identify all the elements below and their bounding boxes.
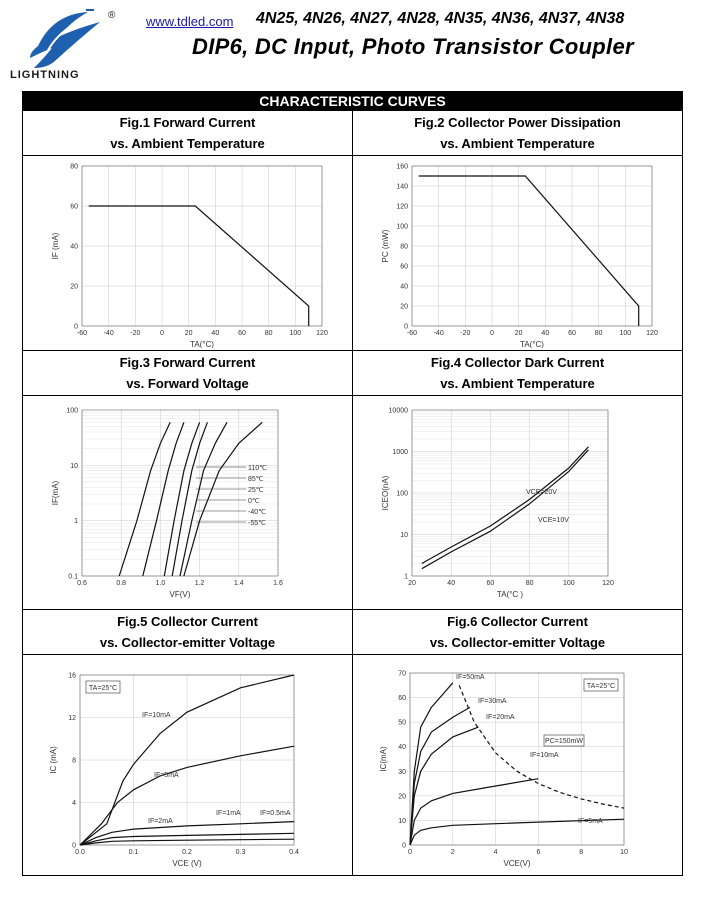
fig3-caption <box>23 351 352 395</box>
fig4-ytick-label: 10 <box>399 532 408 539</box>
fig5-ylabel: IC (mA) <box>48 746 58 774</box>
fig1-xtick-label: 40 <box>210 330 219 337</box>
fig1-xtick-label: -40 <box>103 330 114 337</box>
fig2-xtick-label: -20 <box>459 330 470 337</box>
fig6-ytick-label: 10 <box>397 817 406 825</box>
fig5-series-label-0: IF=10mA <box>141 712 171 719</box>
fig3-xtick-label: 1.6 <box>272 580 283 587</box>
fig4-xtick-label: 100 <box>562 580 575 587</box>
fig5-subtitle: vs. Collector-emitter Voltage <box>99 635 276 650</box>
fig5-title: Fig.5 Collector Current <box>117 614 258 629</box>
fig1-xtick-label: 20 <box>184 330 193 337</box>
fig4-xlabel: TA(°C ) <box>496 590 523 599</box>
fig5-xtick-label: 0.4 <box>288 849 299 856</box>
fig4-ytick-label: 1000 <box>391 449 408 456</box>
fig6-series-label-4: IF=5mA <box>577 818 603 825</box>
fig1-xtick-label: 80 <box>264 330 273 337</box>
fig3-ytick-label: 10 <box>69 462 78 470</box>
fig4-series-label-1: VCE=10V <box>537 517 569 524</box>
fig6-chart <box>368 655 668 873</box>
fig4-xtick-label: 120 <box>601 580 614 587</box>
fig5-xtick-label: 0.2 <box>181 849 192 856</box>
fig1-subtitle: vs. Ambient Temperature <box>110 136 265 151</box>
fig6-ytick-label: 30 <box>397 768 406 776</box>
fig5-series-label-1: IF=5mA <box>153 772 179 779</box>
fig1-ytick-label: 0 <box>73 323 78 331</box>
fig2-xtick-label: -40 <box>433 330 444 337</box>
fig3-xtick-label: 1.2 <box>194 580 204 587</box>
section-title: CHARACTERISTIC CURVES <box>23 92 682 110</box>
fig6-ytick-label: 20 <box>397 793 406 801</box>
fig1-title: Fig.1 Forward Current <box>119 115 256 130</box>
fig2-ytick-label: 80 <box>399 243 408 251</box>
fig6-series-label-1: IF=30mA <box>477 698 507 705</box>
fig3-xlabel: VF(V) <box>169 590 190 599</box>
logo-text: LIGHTNING <box>10 69 80 81</box>
fig5-series-label-2: IF=2mA <box>147 818 173 825</box>
fig2-ytick-label: 140 <box>395 183 408 191</box>
fig6-ytick-label: 40 <box>397 744 406 752</box>
fig6-subtitle: vs. Collector-emitter Voltage <box>429 635 606 650</box>
fig5-xtick-label: 0.0 <box>74 849 85 856</box>
fig1-caption <box>23 111 352 155</box>
fig2-xlabel: TA(°C) <box>519 340 544 348</box>
fig5-caption <box>23 610 352 654</box>
fig4-ytick-label: 10000 <box>388 407 408 415</box>
fig5-ytick-label: 4 <box>71 800 76 807</box>
fig3-series-label-5: -55℃ <box>247 520 266 527</box>
fig6-ytick-label: 0 <box>401 842 406 850</box>
fig5-ytick-label: 12 <box>67 715 76 722</box>
fig3-series-label-0: 110℃ <box>247 465 267 472</box>
fig2-ytick-label: 100 <box>395 223 408 231</box>
fig4-ylabel: ICEO(nA) <box>380 475 390 511</box>
fig6-ytick-label: 70 <box>397 670 406 678</box>
fig2-caption <box>352 111 682 155</box>
fig6-series-label-0: IF=50mA <box>455 674 485 681</box>
fig2-xtick-label: 0 <box>489 330 494 337</box>
fig5-ytick-label: 8 <box>71 757 76 765</box>
website-link[interactable]: www.tdled.com <box>146 14 234 29</box>
fig6-xtick-label: 0 <box>407 849 412 856</box>
fig3-series-label-4: -40℃ <box>247 509 266 516</box>
fig3-ytick-label: 100 <box>65 407 78 415</box>
fig3-series-label-2: 25℃ <box>247 487 264 494</box>
fig4-xtick-label: 40 <box>446 580 455 587</box>
fig5-ytick-label: 16 <box>67 672 76 680</box>
fig1-ytick-label: 40 <box>69 243 78 251</box>
fig1-xtick-label: 100 <box>288 330 301 337</box>
fig1-ylabel: IF (mA) <box>50 232 60 260</box>
fig2-xtick-label: -60 <box>406 330 417 337</box>
fig4-chart <box>368 396 668 607</box>
fig1-xlabel: TA(°C) <box>189 340 214 348</box>
fig6-power-label: PC=150mW <box>544 738 583 745</box>
fig2-xtick-label: 60 <box>567 330 576 337</box>
fig6-xtick-label: 2 <box>450 849 455 856</box>
fig3-subtitle: vs. Forward Voltage <box>126 376 249 391</box>
fig3-xtick-label: 1.4 <box>233 580 244 587</box>
fig3-xtick-label: 1.0 <box>155 580 165 587</box>
fig6-title: Fig.6 Collector Current <box>447 614 588 629</box>
fig6-xtick-label: 8 <box>578 849 583 856</box>
fig1-xtick-label: -60 <box>76 330 87 337</box>
fig2-ytick-label: 160 <box>395 163 408 171</box>
fig2-ylabel: PC (mW) <box>380 229 390 263</box>
fig2-xtick-label: 40 <box>540 330 549 337</box>
fig3-title: Fig.3 Forward Current <box>119 355 256 370</box>
document-subtitle: DIP6, DC Input, Photo Transistor Coupler <box>192 34 634 59</box>
fig6-ylabel: IC(mA) <box>378 746 388 772</box>
fig2-ytick-label: 120 <box>395 203 408 211</box>
characteristic-curves-table <box>22 91 683 876</box>
fig1-xtick-label: 0 <box>159 330 164 337</box>
registered-mark: ® <box>108 10 116 21</box>
fig6-xtick-label: 6 <box>535 849 540 856</box>
fig2-xtick-label: 120 <box>645 330 658 337</box>
fig4-title: Fig.4 Collector Dark Current <box>430 355 605 370</box>
fig1-xtick-label: 60 <box>237 330 246 337</box>
fig1-ytick-label: 60 <box>69 203 78 211</box>
fig4-xtick-label: 60 <box>486 580 494 587</box>
fig6-caption <box>352 610 682 654</box>
fig5-annotation: TA=25°C <box>88 685 117 692</box>
fig3-chart <box>38 396 338 607</box>
fig3-ytick-label: 0.1 <box>67 573 78 581</box>
fig6-ytick-label: 50 <box>397 719 406 727</box>
fig3-series-label-3: 0℃ <box>247 498 260 505</box>
fig2-xtick-label: 80 <box>594 330 603 337</box>
fig3-xtick-label: 0.8 <box>115 580 126 587</box>
fig6-xtick-label: 10 <box>619 849 628 856</box>
fig2-ytick-label: 20 <box>399 303 408 311</box>
fig1-ytick-label: 80 <box>69 163 78 171</box>
fig4-series-label-0: VCE=20V <box>525 489 557 496</box>
fig2-ytick-label: 0 <box>403 323 408 331</box>
fig5-series-label-4: IF=0.5mA <box>259 810 291 817</box>
fig2-xtick-label: 20 <box>514 330 523 337</box>
fig1-xtick-label: -20 <box>129 330 140 337</box>
fig3-ylabel: IF(mA) <box>50 480 60 506</box>
fig3-xtick-label: 0.6 <box>76 580 87 587</box>
fig5-ytick-label: 0 <box>71 842 76 850</box>
fig1-chart <box>38 156 338 348</box>
fig4-xtick-label: 80 <box>525 580 533 587</box>
fig2-subtitle: vs. Ambient Temperature <box>440 136 595 151</box>
fig4-ytick-label: 1 <box>403 573 408 581</box>
fig5-chart <box>38 655 338 873</box>
model-numbers: 4N25, 4N26, 4N27, 4N28, 4N35, 4N36, 4N37, 4N38 <box>256 10 625 27</box>
fig3-ytick-label: 1 <box>73 518 78 526</box>
fig2-ytick-label: 40 <box>399 283 408 291</box>
fig6-series-label-2: IF=20mA <box>485 714 515 721</box>
fig5-xtick-label: 0.3 <box>235 849 245 856</box>
fig4-ytick-label: 100 <box>395 490 408 498</box>
logo-mark <box>30 10 100 68</box>
fig1-xtick-label: 120 <box>315 330 328 337</box>
fig5-xtick-label: 0.1 <box>128 849 138 856</box>
fig5-xlabel: VCE (V) <box>171 859 202 868</box>
fig5-series-label-3: IF=1mA <box>215 810 241 817</box>
fig2-ytick-label: 60 <box>399 263 408 271</box>
lightning-logo <box>8 6 128 82</box>
fig6-series-label-3: IF=10mA <box>529 752 559 759</box>
fig2-chart <box>368 156 668 348</box>
fig4-caption <box>352 351 682 395</box>
fig1-ytick-label: 20 <box>69 283 78 291</box>
fig2-xtick-label: 100 <box>618 330 631 337</box>
fig6-annotation: TA=25°C <box>586 683 615 690</box>
fig4-xtick-label: 20 <box>407 580 416 587</box>
fig6-xtick-label: 4 <box>493 849 498 856</box>
fig6-ytick-label: 60 <box>397 695 406 703</box>
fig2-title: Fig.2 Collector Power Dissipation <box>414 115 621 130</box>
fig4-subtitle: vs. Ambient Temperature <box>440 376 595 391</box>
fig3-series-label-1: 85℃ <box>247 476 264 483</box>
fig6-xlabel: VCE(V) <box>502 859 531 868</box>
